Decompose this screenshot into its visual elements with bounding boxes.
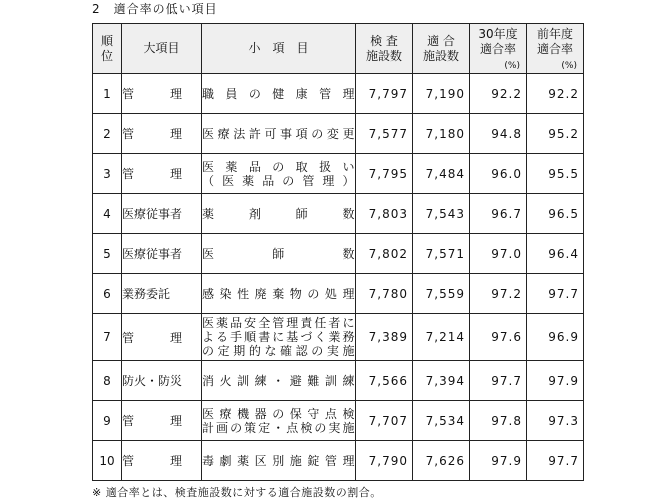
compliant-count-cell-text: 7,543 xyxy=(425,206,465,221)
rank-cell-text: 7 xyxy=(103,330,111,344)
header-inspected-text: 検 査 施設数 xyxy=(365,33,402,63)
header-rate-previous-unit: (%) xyxy=(561,61,577,71)
minor-item-cell xyxy=(202,314,356,361)
minor-item-cell-text: 医療法許可事項の変更 xyxy=(202,126,355,141)
major-item-cell xyxy=(122,154,202,194)
major-item-cell-text: 管 理 xyxy=(122,87,183,101)
rate-previous-cell xyxy=(527,314,584,361)
rate-previous-cell-text: 97.7 xyxy=(548,286,579,301)
rank-cell xyxy=(93,361,122,401)
rank-cell xyxy=(93,234,122,274)
inspected-count-cell xyxy=(356,274,413,314)
rank-cell xyxy=(93,274,122,314)
rate-previous-cell-text: 97.7 xyxy=(548,453,579,468)
rank-cell xyxy=(93,154,122,194)
compliant-count-cell-text: 7,534 xyxy=(425,413,465,428)
header-compliant-text: 適 合 施設数 xyxy=(422,33,459,63)
table-row xyxy=(93,234,584,274)
rate-previous-cell xyxy=(527,234,584,274)
minor-item-cell xyxy=(202,361,356,401)
minor-item-cell-text: 感染性廃棄物の処理 xyxy=(202,286,355,301)
rate-current-cell-text: 96.0 xyxy=(491,166,522,181)
rate-current-cell-text: 97.9 xyxy=(491,453,522,468)
rate-previous-cell-text: 97.9 xyxy=(548,373,579,388)
compliant-count-cell-text: 7,214 xyxy=(425,330,465,344)
minor-item-cell xyxy=(202,441,356,481)
header-minor-text: 小 項 目 xyxy=(248,41,309,55)
minor-item-cell xyxy=(202,74,356,114)
rate-current-cell-text: 97.8 xyxy=(491,413,522,428)
rate-previous-cell-text: 96.9 xyxy=(548,330,579,344)
rate-previous-cell xyxy=(527,401,584,441)
inspected-count-cell-text: 7,795 xyxy=(368,166,408,181)
rank-cell-text: 9 xyxy=(103,413,111,428)
minor-item-cell-text: 職員の健康管理 xyxy=(202,86,355,101)
header-rate-previous-text: 前年度 適合率 xyxy=(536,27,573,56)
major-item-cell xyxy=(122,234,202,274)
inspected-count-cell xyxy=(356,361,413,401)
compliant-count-cell xyxy=(413,234,470,274)
table-row xyxy=(93,274,584,314)
major-item-cell-text: 業務委託 xyxy=(122,287,171,301)
major-item-cell xyxy=(122,74,202,114)
table-row xyxy=(93,154,584,194)
major-item-cell xyxy=(122,194,202,234)
rate-current-cell-text: 97.7 xyxy=(491,373,522,388)
header-compliant xyxy=(413,24,470,74)
rate-previous-cell-text: 96.4 xyxy=(548,246,579,261)
rate-current-cell xyxy=(470,234,527,274)
inspected-count-cell xyxy=(356,441,413,481)
rate-current-cell xyxy=(470,114,527,154)
major-item-cell xyxy=(122,114,202,154)
major-item-cell xyxy=(122,441,202,481)
inspected-count-cell-text: 7,780 xyxy=(368,286,408,301)
major-item-cell xyxy=(122,361,202,401)
rate-previous-cell-text: 95.2 xyxy=(548,126,579,141)
rate-previous-cell xyxy=(527,441,584,481)
inspected-count-cell xyxy=(356,314,413,361)
inspected-count-cell-text: 7,802 xyxy=(368,246,408,261)
rate-current-cell-text: 96.7 xyxy=(491,206,522,221)
major-item-cell-text: 管 理 xyxy=(122,127,183,141)
minor-item-cell xyxy=(202,114,356,154)
table-row xyxy=(93,74,584,114)
section-title: 2 適合率の低い項目 xyxy=(92,2,218,16)
major-item-cell-text: 医療従事者 xyxy=(122,207,183,221)
rate-previous-cell xyxy=(527,361,584,401)
inspected-count-cell xyxy=(356,234,413,274)
major-item-cell xyxy=(122,274,202,314)
rank-cell-text: 1 xyxy=(103,86,111,101)
compliant-count-cell-text: 7,180 xyxy=(425,126,465,141)
compliant-count-cell xyxy=(413,314,470,361)
rate-previous-cell xyxy=(527,154,584,194)
major-item-cell-text: 防火・防災 xyxy=(122,374,183,388)
inspected-count-cell-text: 7,790 xyxy=(368,453,408,468)
header-rank xyxy=(93,24,122,74)
inspected-count-cell-text: 7,389 xyxy=(368,330,408,344)
rank-cell xyxy=(93,441,122,481)
major-item-cell xyxy=(122,401,202,441)
inspected-count-cell-text: 7,577 xyxy=(368,126,408,141)
rate-current-cell xyxy=(470,401,527,441)
minor-item-cell xyxy=(202,274,356,314)
inspected-count-cell xyxy=(356,74,413,114)
rate-current-cell-text: 94.8 xyxy=(491,126,522,141)
header-inspected xyxy=(356,24,413,74)
compliant-count-cell-text: 7,571 xyxy=(425,246,465,261)
compliant-count-cell-text: 7,394 xyxy=(425,373,465,388)
rate-current-cell xyxy=(470,314,527,361)
rank-cell-text: 2 xyxy=(103,126,111,141)
major-item-cell-text: 医療従事者 xyxy=(122,247,183,261)
footnote: ※ 適合率とは、検査施設数に対する適合施設数の割合。 xyxy=(92,486,382,499)
compliant-count-cell xyxy=(413,441,470,481)
inspected-count-cell-text: 7,566 xyxy=(368,373,408,388)
rate-previous-cell xyxy=(527,74,584,114)
minor-item-cell-text: 医薬品の取扱い （医薬品の管理） xyxy=(202,159,355,188)
minor-item-cell-text: 消火訓練・避難訓練 xyxy=(202,373,355,388)
rank-cell xyxy=(93,194,122,234)
minor-item-cell-text: 医療機器の保守点検 計画の策定・点検の実施 xyxy=(202,406,355,435)
table-row xyxy=(93,114,584,154)
rank-cell-text: 10 xyxy=(99,453,115,468)
inspected-count-cell xyxy=(356,401,413,441)
header-major xyxy=(122,24,202,74)
major-item-cell-text: 管 理 xyxy=(122,167,183,181)
compliant-count-cell xyxy=(413,274,470,314)
minor-item-cell-text: 医師数 xyxy=(202,246,355,261)
rate-current-cell-text: 97.2 xyxy=(491,286,522,301)
minor-item-cell-text: 毒劇薬区別施錠管理 xyxy=(202,453,355,468)
minor-item-cell-text: 医薬品安全管理責任者に よる手順書に基づく業務 の定期的な確認の実施 xyxy=(202,316,355,358)
header-rate-previous xyxy=(527,24,584,74)
inspected-count-cell xyxy=(356,154,413,194)
compliant-count-cell xyxy=(413,74,470,114)
header-minor xyxy=(202,24,356,74)
rate-previous-cell-text: 92.2 xyxy=(548,86,579,101)
rate-previous-cell xyxy=(527,194,584,234)
inspected-count-cell-text: 7,803 xyxy=(368,206,408,221)
rank-cell xyxy=(93,74,122,114)
inspected-count-cell-text: 7,707 xyxy=(368,413,408,428)
minor-item-cell xyxy=(202,234,356,274)
compliant-count-cell-text: 7,559 xyxy=(425,286,465,301)
rate-current-cell-text: 97.0 xyxy=(491,246,522,261)
table-row xyxy=(93,441,584,481)
rank-cell-text: 4 xyxy=(103,206,111,221)
minor-item-cell-text: 薬剤師数 xyxy=(202,206,355,221)
major-item-cell-text: 管 理 xyxy=(122,414,183,428)
rate-current-cell xyxy=(470,274,527,314)
header-rank-text: 順 位 xyxy=(100,33,113,63)
table-row xyxy=(93,401,584,441)
compliant-count-cell-text: 7,626 xyxy=(425,453,465,468)
rate-previous-cell-text: 95.5 xyxy=(548,166,579,181)
header-major-text: 大項目 xyxy=(143,41,180,55)
header-rate-current-unit: (%) xyxy=(504,61,520,71)
table-row xyxy=(93,194,584,234)
inspected-count-cell xyxy=(356,194,413,234)
major-item-cell xyxy=(122,314,202,361)
rate-previous-cell xyxy=(527,114,584,154)
rate-previous-cell-text: 97.3 xyxy=(548,413,579,428)
table-header-row xyxy=(93,24,584,74)
header-rate-current xyxy=(470,24,527,74)
rate-current-cell-text: 97.6 xyxy=(491,330,522,344)
header-rate-current-text: 30年度 適合率 xyxy=(478,27,518,56)
rate-current-cell xyxy=(470,194,527,234)
compliant-count-cell xyxy=(413,154,470,194)
compliant-count-cell xyxy=(413,401,470,441)
inspected-count-cell xyxy=(356,114,413,154)
compliant-count-cell xyxy=(413,361,470,401)
rate-current-cell xyxy=(470,74,527,114)
compliance-rate-table xyxy=(92,23,584,481)
rank-cell xyxy=(93,114,122,154)
compliant-count-cell xyxy=(413,194,470,234)
compliant-count-cell-text: 7,190 xyxy=(425,86,465,101)
inspected-count-cell-text: 7,797 xyxy=(368,86,408,101)
minor-item-cell xyxy=(202,154,356,194)
compliant-count-cell-text: 7,484 xyxy=(425,166,465,181)
minor-item-cell xyxy=(202,194,356,234)
rank-cell xyxy=(93,314,122,361)
rate-current-cell-text: 92.2 xyxy=(491,86,522,101)
table-row xyxy=(93,361,584,401)
rate-previous-cell xyxy=(527,274,584,314)
major-item-cell-text: 管 理 xyxy=(122,330,183,345)
rate-previous-cell-text: 96.5 xyxy=(548,206,579,221)
compliant-count-cell xyxy=(413,114,470,154)
table-row xyxy=(93,314,584,361)
major-item-cell-text: 管 理 xyxy=(122,454,183,468)
rank-cell-text: 3 xyxy=(103,166,111,181)
table-body xyxy=(93,74,584,481)
rank-cell-text: 5 xyxy=(103,246,111,261)
rank-cell xyxy=(93,401,122,441)
rank-cell-text: 8 xyxy=(103,373,111,388)
minor-item-cell xyxy=(202,401,356,441)
rate-current-cell xyxy=(470,154,527,194)
rate-current-cell xyxy=(470,361,527,401)
rate-current-cell xyxy=(470,441,527,481)
rank-cell-text: 6 xyxy=(103,286,111,301)
